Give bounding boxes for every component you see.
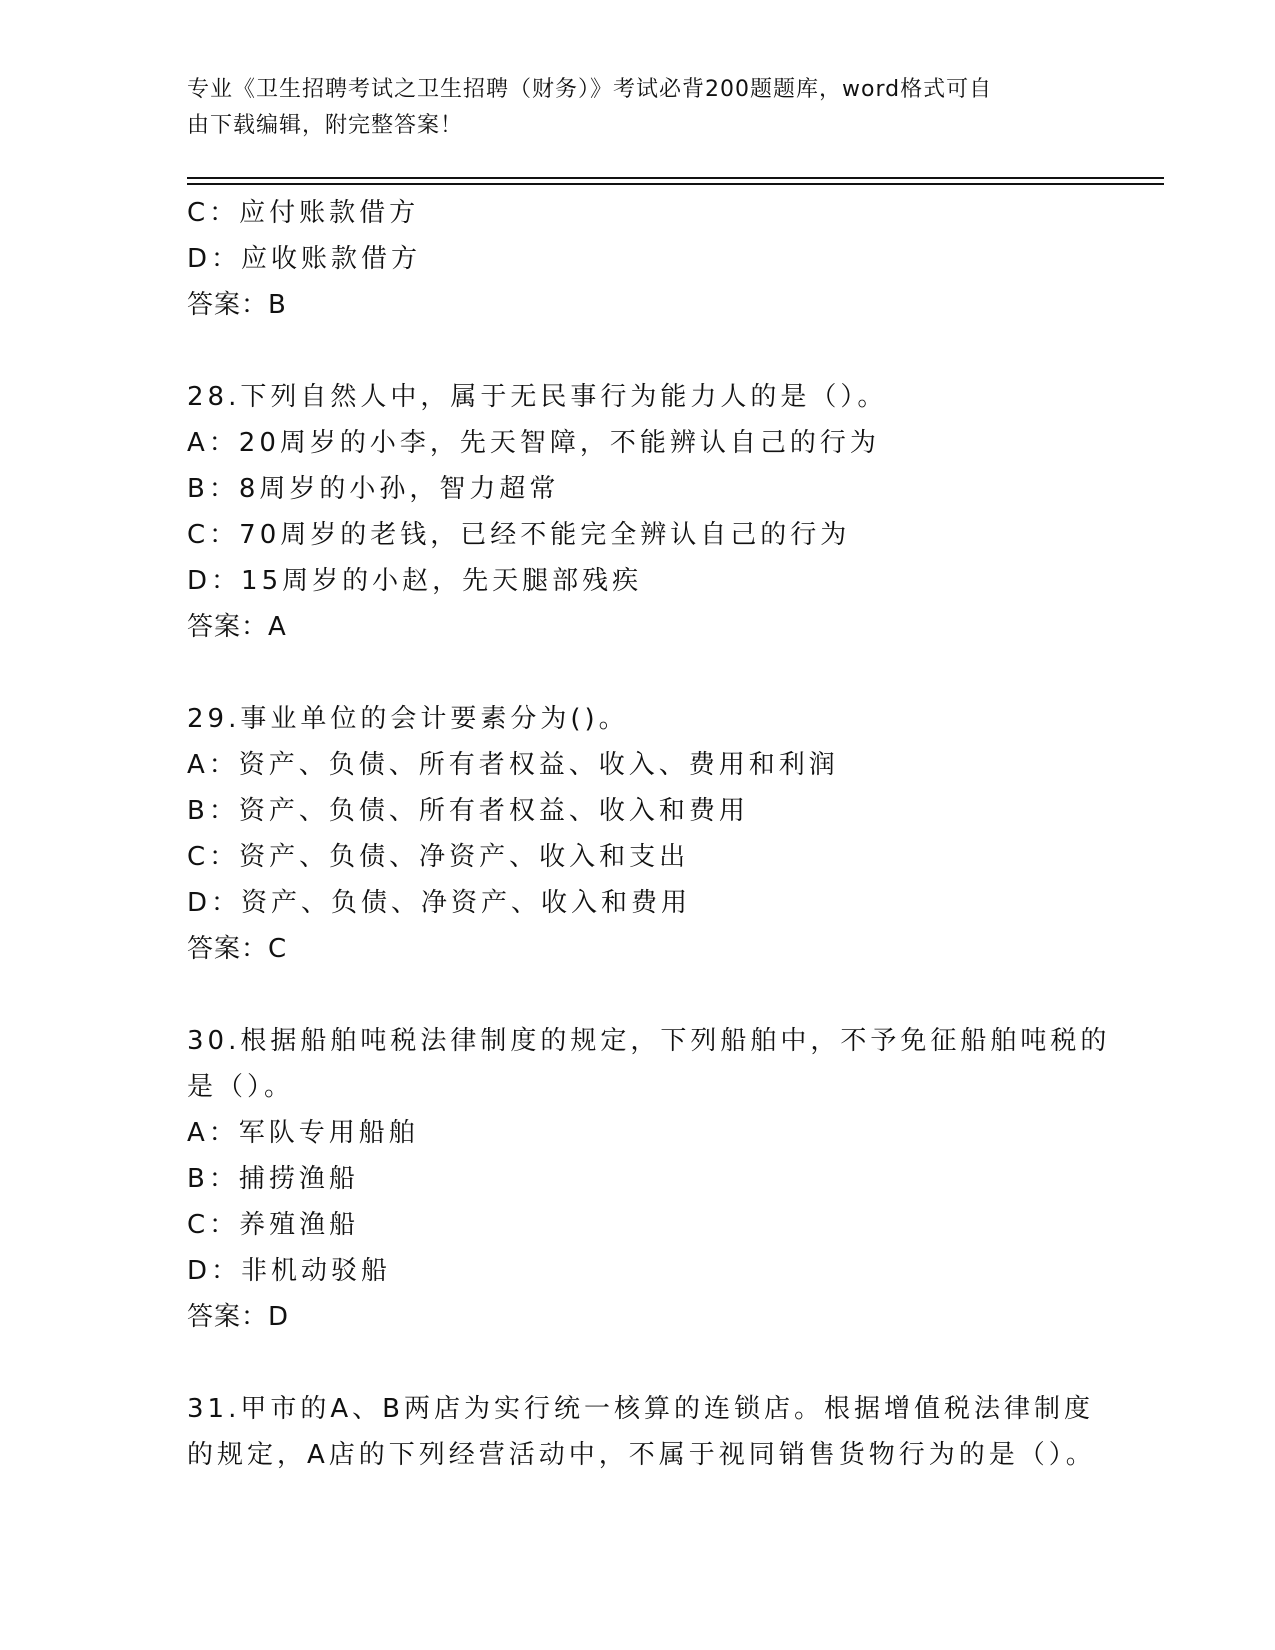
option-d: D：资产、负债、净资产、收入和费用 bbox=[187, 888, 692, 918]
question-list bbox=[187, 190, 1111, 1478]
header-divider-top bbox=[187, 177, 1164, 179]
option-d: D：15周岁的小赵，先天腿部残疾 bbox=[187, 566, 643, 596]
page-header bbox=[187, 72, 1067, 144]
header-divider-bottom bbox=[187, 183, 1164, 185]
option-b: B：8周岁的小孙，智力超常 bbox=[187, 474, 560, 504]
spacer bbox=[187, 972, 1087, 1018]
option-c: C：应付账款借方 bbox=[187, 198, 420, 228]
question-29 bbox=[187, 696, 1087, 972]
question-stem: 28.下列自然人中，属于无民事行为能力人的是（）。 bbox=[187, 382, 888, 412]
option-a: A：20周岁的小李，先天智障，不能辨认自己的行为 bbox=[187, 428, 880, 458]
spacer bbox=[187, 1340, 1087, 1386]
answer: 答案：C bbox=[187, 934, 288, 964]
question-stem-line-1: 31.甲市的A、B两店为实行统一核算的连锁店。根据增值税法律制度 bbox=[187, 1394, 1094, 1424]
question-31 bbox=[187, 1386, 1096, 1478]
option-a: A：资产、负债、所有者权益、收入、费用和利润 bbox=[187, 750, 839, 780]
option-c: C：70周岁的老钱，已经不能完全辨认自己的行为 bbox=[187, 520, 851, 550]
question-stem-line-2: 是（）。 bbox=[187, 1072, 295, 1102]
option-a: A：军队专用船舶 bbox=[187, 1118, 419, 1148]
option-b: B：资产、负债、所有者权益、收入和费用 bbox=[187, 796, 749, 826]
header-line-1: 专业《卫生招聘考试之卫生招聘（财务）》考试必背200题题库，word格式可自 bbox=[187, 77, 993, 102]
option-d: D：应收账款借方 bbox=[187, 244, 422, 274]
question-30 bbox=[187, 1018, 1111, 1340]
spacer bbox=[187, 650, 1087, 696]
option-b: B：捕捞渔船 bbox=[187, 1164, 359, 1194]
question-27-tail bbox=[187, 190, 1087, 328]
answer: 答案：B bbox=[187, 290, 287, 320]
answer: 答案：A bbox=[187, 612, 287, 642]
question-stem: 29.事业单位的会计要素分为()。 bbox=[187, 704, 629, 734]
option-c: C：养殖渔船 bbox=[187, 1210, 360, 1240]
option-d: D：非机动驳船 bbox=[187, 1256, 392, 1286]
answer: 答案：D bbox=[187, 1302, 290, 1332]
option-c: C：资产、负债、净资产、收入和支出 bbox=[187, 842, 690, 872]
spacer bbox=[187, 328, 1087, 374]
header-line-2: 由下载编辑，附完整答案！ bbox=[187, 113, 464, 138]
question-stem-line-1: 30.根据船舶吨税法律制度的规定，下列船舶中，不予免征船舶吨税的 bbox=[187, 1026, 1111, 1056]
question-stem-line-2: 的规定，A店的下列经营活动中，不属于视同销售货物行为的是（）。 bbox=[187, 1440, 1096, 1470]
question-28 bbox=[187, 374, 1087, 650]
